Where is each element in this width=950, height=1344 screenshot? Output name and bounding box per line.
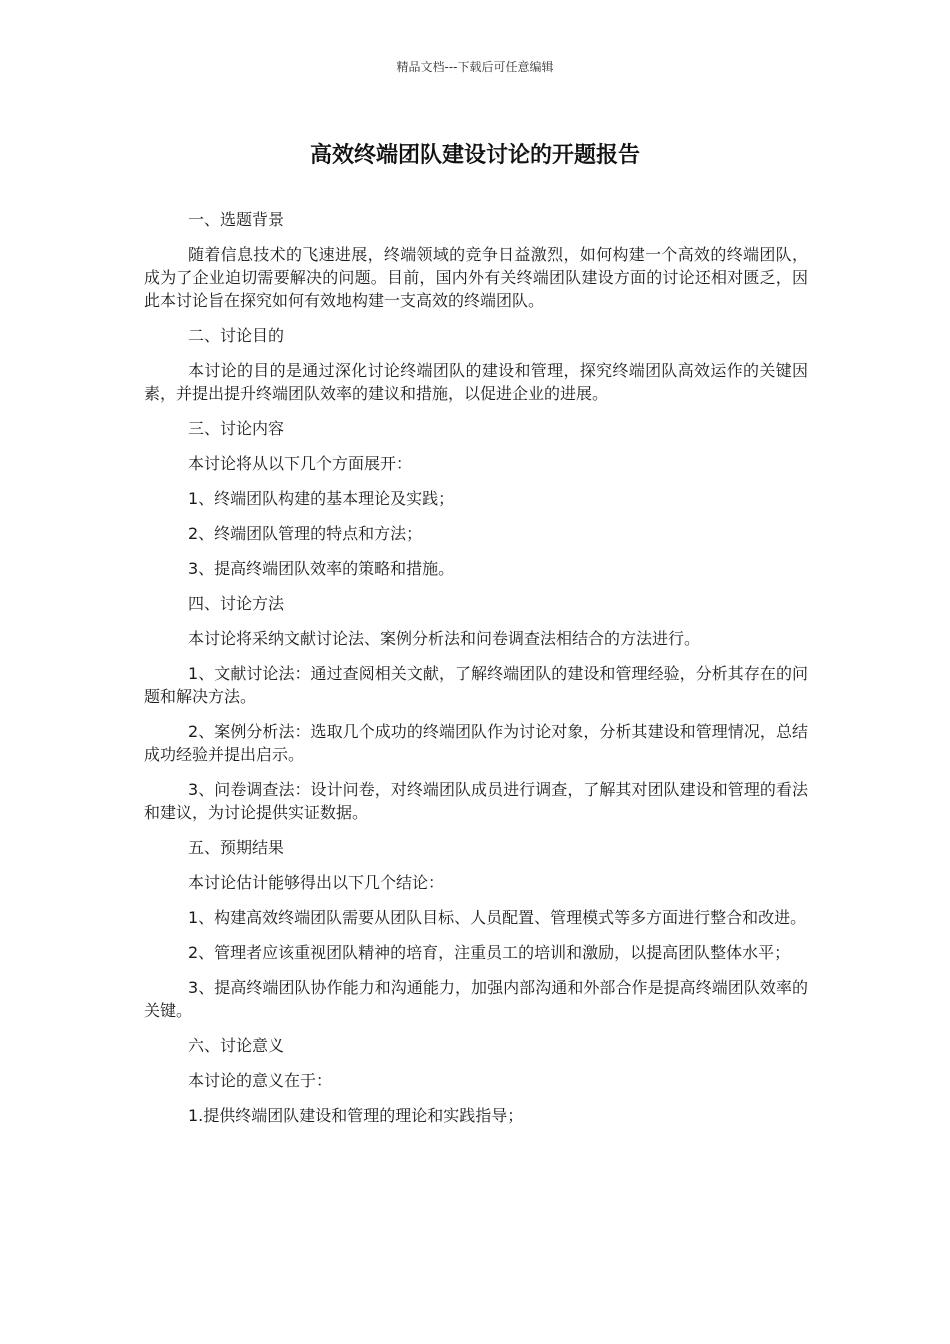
paragraph-background: 随着信息技术的飞速进展，终端领域的竞争日益激烈，如何构建一个高效的终端团队，成为了企业迫切需要解决的问题。目前，国内外有关终端团队建设方面的讨论还相对匮乏，因此本讨论旨在探究如何有效地构建一支高效的终端团队。 xyxy=(144,245,808,310)
section-heading-results: 五、预期结果 xyxy=(188,838,285,857)
document-body xyxy=(144,208,808,1139)
header-note: 精品文档---下载后可任意编辑 xyxy=(396,60,554,74)
document-title: 高效终端团队建设讨论的开题报告 xyxy=(309,143,640,168)
paragraph-content-intro: 本讨论将从以下几个方面展开： xyxy=(188,454,413,473)
list-item-results-3: 3、提高终端团队协作能力和沟通能力，加强内部沟通和外部合作是提高终端团队效率的关键。 xyxy=(144,978,808,1020)
list-item-method-2: 2、案例分析法：选取几个成功的终端团队作为讨论对象，分析其建设和管理情况，总结成功经验并提出启示。 xyxy=(144,722,808,764)
section-heading-significance: 六、讨论意义 xyxy=(188,1036,285,1055)
section-heading-purpose: 二、讨论目的 xyxy=(188,326,285,345)
section-heading-content: 三、讨论内容 xyxy=(188,419,285,438)
list-item-content-3: 3、提高终端团队效率的策略和措施。 xyxy=(188,559,455,578)
list-item-results-1: 1、构建高效终端团队需要从团队目标、人员配置、管理模式等多方面进行整合和改进。 xyxy=(188,908,807,927)
section-heading-background: 一、选题背景 xyxy=(188,210,285,229)
list-item-results-2: 2、管理者应该重视团队精神的培育，注重员工的培训和激励，以提高团队整体水平； xyxy=(188,943,791,962)
section-heading-method: 四、讨论方法 xyxy=(188,594,285,613)
paragraph-method-intro: 本讨论将采纳文献讨论法、案例分析法和问卷调查法相结合的方法进行。 xyxy=(188,629,701,648)
paragraph-significance-intro: 本讨论的意义在于： xyxy=(188,1071,333,1090)
paragraph-results-intro: 本讨论估计能够得出以下几个结论： xyxy=(188,873,445,892)
paragraph-purpose: 本讨论的目的是通过深化讨论终端团队的建设和管理，探究终端团队高效运作的关键因素，并提出提升终端团队效率的建议和措施，以促进企业的进展。 xyxy=(144,361,808,403)
list-item-significance-1: 1.提供终端团队建设和管理的理论和实践指导； xyxy=(188,1106,524,1125)
list-item-content-1: 1、终端团队构建的基本理论及实践； xyxy=(188,489,455,508)
list-item-content-2: 2、终端团队管理的特点和方法； xyxy=(188,524,423,543)
list-item-method-3: 3、问卷调查法：设计问卷，对终端团队成员进行调查，了解其对团队建设和管理的看法和建议，为讨论提供实证数据。 xyxy=(144,780,808,822)
list-item-method-1: 1、文献讨论法：通过查阅相关文献，了解终端团队的建设和管理经验，分析其存在的问题和解决方法。 xyxy=(144,664,808,706)
